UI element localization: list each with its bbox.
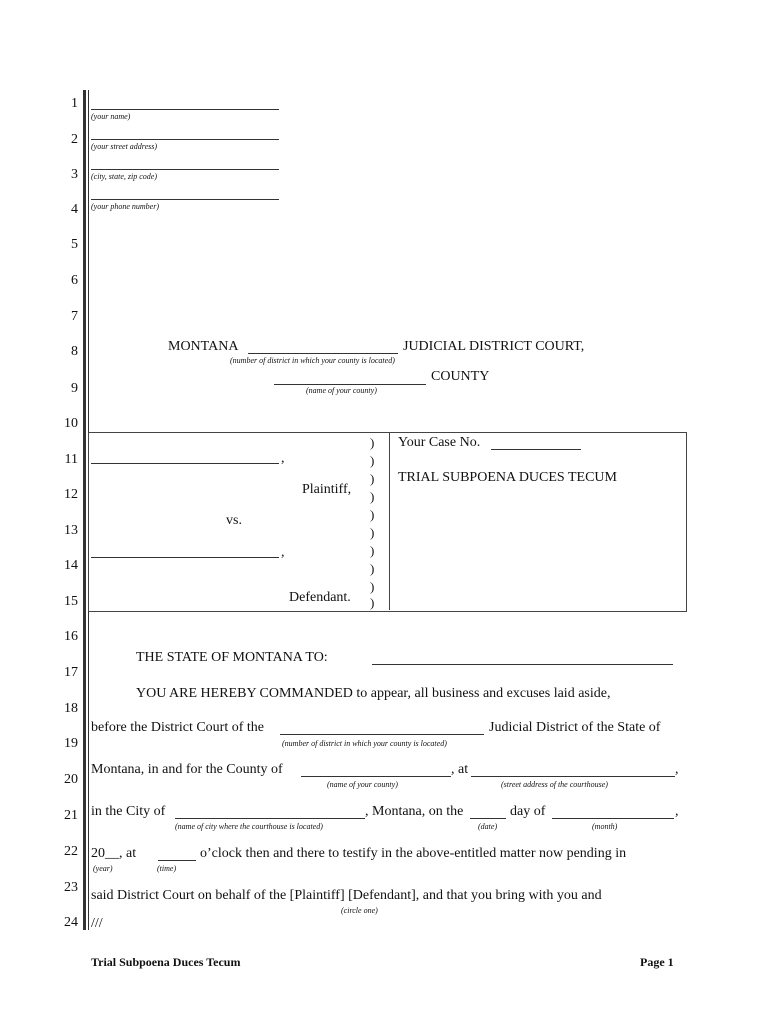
case-no-field[interactable] (491, 449, 581, 450)
phone-number-field[interactable] (91, 199, 279, 200)
phone-number-hint: (your phone number) (91, 202, 159, 211)
line-number: 5 (71, 237, 78, 252)
line-number: 1 (71, 96, 78, 111)
courthouse-street-field[interactable] (471, 776, 675, 777)
caption-paren: ) (370, 579, 375, 594)
montana-on-the-text: , Montana, on the (365, 804, 464, 819)
caption-paren: ) (370, 435, 375, 450)
line-number: 11 (64, 452, 78, 467)
oclock-text: o’clock then and there to testify in the above-entitled matter now pending in (200, 846, 627, 861)
comma2-text: , (675, 804, 679, 819)
body-county-hint: (name of your county) (327, 780, 398, 789)
line-number: 21 (64, 808, 78, 823)
day-of-text: day of (510, 804, 546, 819)
line-number: 2 (71, 132, 78, 147)
margin-rule-thick (83, 90, 86, 930)
line-number: 15 (64, 594, 78, 609)
line-number: 13 (64, 523, 78, 538)
at-text: , at (451, 762, 469, 777)
month-field[interactable] (552, 818, 674, 819)
line-number: 20 (64, 772, 78, 787)
city-of-text: in the City of (91, 804, 166, 819)
comma-text: , (675, 762, 679, 777)
defendant-label: Defendant. (289, 590, 351, 605)
line-number: 3 (71, 167, 78, 182)
document-title: TRIAL SUBPOENA DUCES TECUM (398, 470, 617, 485)
line-number: 23 (64, 880, 78, 895)
street-address-hint: (your street address) (91, 142, 158, 151)
plaintiff-comma: , (281, 451, 285, 466)
line-number: 18 (64, 701, 78, 716)
year-prefix-text: 20__, at (91, 846, 137, 861)
caption-paren: ) (370, 507, 375, 522)
montana-county-text: Montana, in and for the County of (91, 762, 283, 777)
city-state-zip-hint: (city, state, zip code) (91, 172, 157, 181)
defendant-name-field[interactable] (91, 557, 279, 558)
street-hint: (street address of the courthouse) (501, 780, 608, 789)
case-no-label: Your Case No. (398, 435, 481, 450)
judicial-district-of-text: Judicial District of the State of (489, 720, 661, 735)
footer-page: Page 1 (640, 955, 674, 969)
body-county-field[interactable] (301, 776, 451, 777)
montana-label: MONTANA (168, 339, 239, 354)
your-name-hint: (your name) (91, 112, 131, 121)
continuation-slashes: /// (91, 916, 103, 931)
plaintiff-label: Plaintiff, (302, 482, 352, 497)
vs-label: vs. (226, 513, 242, 528)
line-number: 16 (64, 629, 78, 644)
caption-paren: ) (370, 489, 375, 504)
time-hint: (time) (157, 864, 177, 873)
line-number: 9 (71, 381, 78, 396)
courthouse-city-field[interactable] (175, 818, 365, 819)
commanded-text: YOU ARE HEREBY COMMANDED to appear, all business and excuses laid aside, (136, 686, 611, 701)
line-number: 22 (64, 844, 78, 859)
caption-paren: ) (370, 453, 375, 468)
district-number-field[interactable] (248, 353, 398, 354)
line-number: 19 (64, 736, 78, 751)
caption-box (88, 432, 687, 612)
street-address-field[interactable] (91, 139, 279, 140)
day-field[interactable] (470, 818, 506, 819)
county-label: COUNTY (431, 369, 490, 384)
line-number: 12 (64, 487, 78, 502)
before-court-text: before the District Court of the (91, 720, 265, 735)
caption-paren: ) (370, 595, 375, 610)
line-number: 8 (71, 344, 78, 359)
recipient-field[interactable] (372, 664, 673, 665)
month-hint: (month) (592, 822, 618, 831)
body-district-field[interactable] (280, 734, 484, 735)
circle-hint: (circle one) (341, 906, 378, 915)
footer-title: Trial Subpoena Duces Tecum (91, 955, 241, 969)
date-hint: (date) (478, 822, 498, 831)
county-name-field[interactable] (274, 384, 426, 385)
body-district-hint: (number of district in which your county is located) (282, 739, 447, 748)
caption-paren: ) (370, 543, 375, 558)
plaintiff-name-field[interactable] (91, 463, 279, 464)
state-to-label: THE STATE OF MONTANA TO: (136, 650, 328, 665)
line-number: 14 (64, 558, 78, 573)
county-hint: (name of your county) (306, 386, 377, 395)
caption-paren: ) (370, 525, 375, 540)
year-hint: (year) (93, 864, 113, 873)
line-number: 17 (64, 665, 78, 680)
district-hint: (number of district in which your county is located) (230, 356, 395, 365)
caption-paren: ) (370, 471, 375, 486)
line-number: 24 (64, 915, 78, 930)
judicial-district-court-label: JUDICIAL DISTRICT COURT, (403, 339, 585, 354)
city-hint: (name of city where the courthouse is located) (175, 822, 323, 831)
line-number: 10 (64, 416, 78, 431)
caption-paren: ) (370, 561, 375, 576)
your-name-field[interactable] (91, 109, 279, 110)
line-number: 6 (71, 273, 78, 288)
said-court-text: said District Court on behalf of the [Plaintiff] [Defendant], and that you bring with you and (91, 888, 602, 903)
line-number: 4 (71, 202, 78, 217)
defendant-comma: , (281, 545, 285, 560)
line-number: 7 (71, 309, 78, 324)
city-state-zip-field[interactable] (91, 169, 279, 170)
caption-divider (389, 432, 390, 610)
time-field[interactable] (158, 860, 196, 861)
